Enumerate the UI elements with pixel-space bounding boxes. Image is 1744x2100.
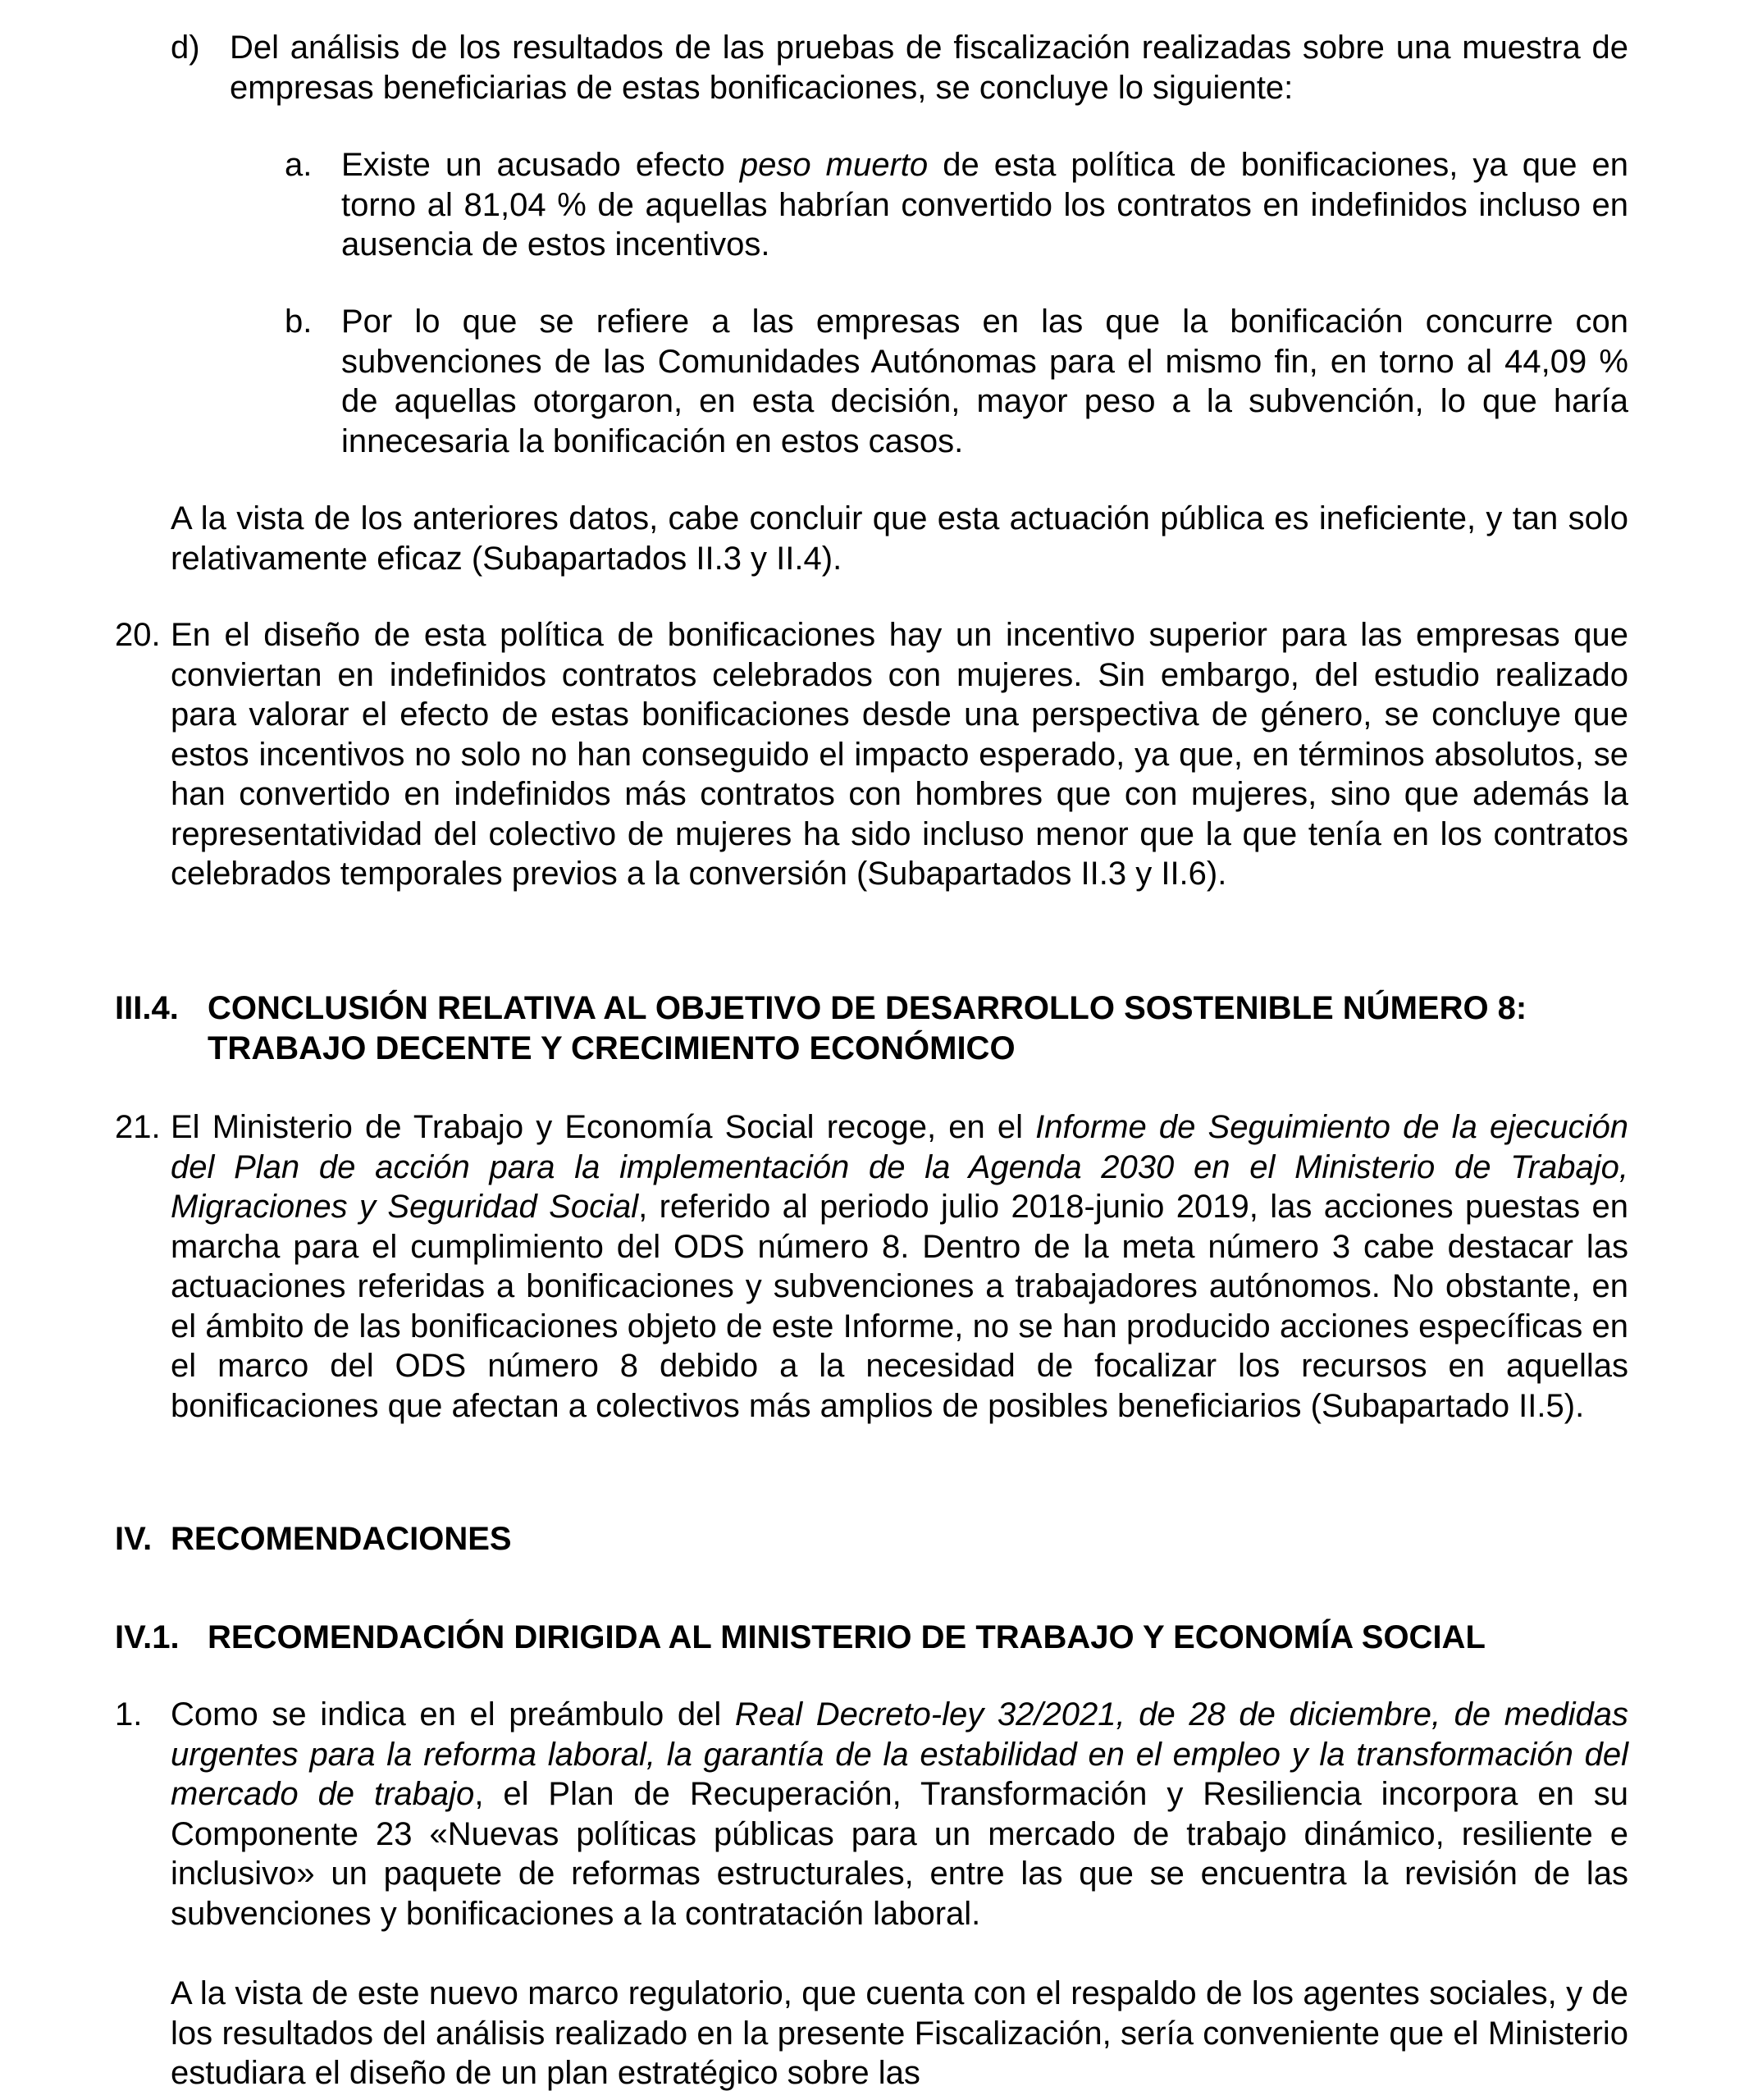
conclusion-paragraph: A la vista de los anteriores datos, cabe concluir que esta actuación pública es ineficiente, y tan solo relativamente eficaz (Subapartados II.3 y II.4). (171, 500, 1628, 577)
paragraph-21-text-before: El Ministerio de Trabajo y Economía Social recoge, en el (171, 1109, 1036, 1145)
paragraph-21-text (171, 1107, 1628, 1426)
heading-III4-number: III.4. (115, 990, 179, 1026)
paragraph-21-italic: Informe de Seguimiento de la ejecución del Plan de acción para la implementación de la Agenda 2030 en el Ministerio de Trabajo, Migraciones y Seguridad Social (171, 1109, 1628, 1225)
heading-IV1-title: RECOMENDACIÓN DIRIGIDA AL MINISTERIO DE TRABAJO Y ECONOMÍA SOCIAL (208, 1619, 1486, 1655)
recommendation-1-text-before: Como se indica en el preámbulo del (171, 1696, 735, 1732)
subitem-a-italic: peso muerto (739, 147, 929, 183)
recommendation-1-italic: Real Decreto-ley 32/2021, de 28 de diciembre, de medidas urgentes para la reforma laboral, la garantía de la estabilidad en el empleo y la transformación del mercado de trabajo (171, 1696, 1628, 1812)
subitem-a-text-before: Existe un acusado efecto (341, 147, 740, 183)
item-d-text: Del análisis de los resultados de las pruebas de fiscalización realizadas sobre una muestra de empresas beneficiarias de estas bonificaciones, se concluye lo siguiente: (230, 30, 1628, 106)
heading-IV1-number: IV.1. (115, 1619, 180, 1655)
paragraph-21-number: 21. (115, 1109, 161, 1145)
heading-IV-title: RECOMENDACIONES (171, 1521, 512, 1557)
paragraph-20-number: 20. (115, 617, 161, 653)
paragraph-20-text: En el diseño de esta política de bonificaciones hay un incentivo superior para las empresas que conviertan en indefinidos contratos celebrados con mujeres. Sin embargo, del estudio realizado para valorar el efecto de estas bonificaciones desde una perspectiva de género, se concluye que estos incentivos no solo no han conseguido el impacto esperado, ya que, en términos absolutos, se han convertido en indefinidos más contratos con hombres que con mujeres, sino que además la representatividad del colectivo de mujeres ha sido incluso menor que la que tenía en los contratos celebrados temporales previos a la conversión (Subapartados II.3 y II.6). (171, 617, 1628, 892)
subitem-a-text-after: de esta política de bonificaciones, ya que en torno al 81,04 % de aquellas habrían convertido los contratos en indefinidos incluso en ausencia de estos incentivos. (341, 147, 1628, 262)
heading-III4-title: CONCLUSIÓN RELATIVA AL OBJETIVO DE DESARROLLO SOSTENIBLE NÚMERO 8: TRABAJO DECENTE Y CRECIMIENTO ECONÓMICO (208, 990, 1527, 1066)
recommendation-1-number: 1. (115, 1696, 143, 1732)
heading-IV-number: IV. (115, 1521, 153, 1557)
subitem-b-text: Por lo que se refiere a las empresas en las que la bonificación concurre con subvenciones de las Comunidades Autónomas para el mismo fin, en torno al 44,09 % de aquellas otorgaron, en esta decisión, mayor peso a la subvención, lo que haría innecesaria la bonificación en estos casos. (341, 304, 1628, 459)
paragraph-21-text-after: , referido al periodo julio 2018-junio 2019, las acciones puestas en marcha para el cumplimiento del ODS número 8. Dentro de la meta número 3 cabe destacar las actuaciones referidas a bonificaciones y subvenciones a trabajadores autónomos. No obstante, en el ámbito de las bonificaciones objeto de este Informe, no se han producido acciones específicas en el marco del ODS número 8 debido a la necesidad de focalizar los recursos en aquellas bonificaciones que afectan a colectivos más amplios de posibles beneficiarios (Subapartado II.5). (171, 1189, 1628, 1424)
subitem-b-label: b. (285, 304, 313, 340)
subitem-a-label: a. (285, 147, 313, 183)
item-d-label: d) (171, 30, 200, 66)
recommendation-1-text-after: , el Plan de Recuperación, Transformación y Resiliencia incorpora en su Componente 23 «Nuevas políticas públicas para un mercado de trabajo dinámico, resiliente e inclusivo» un paquete de reformas estructurales, entre las que se encuentra la revisión de las subvenciones y bonificaciones a la contratación laboral. (171, 1776, 1629, 1932)
subitem-a-text (341, 145, 1628, 265)
recommendation-1-text (171, 1695, 1628, 1933)
recommendation-1-second-paragraph: A la vista de este nuevo marco regulatorio, que cuenta con el respaldo de los agentes sociales, y de los resultados del análisis realizado en la presente Fiscalización, sería conveniente que el Ministerio estudiara el diseño de un plan estratégico sobre las (171, 1975, 1628, 2091)
